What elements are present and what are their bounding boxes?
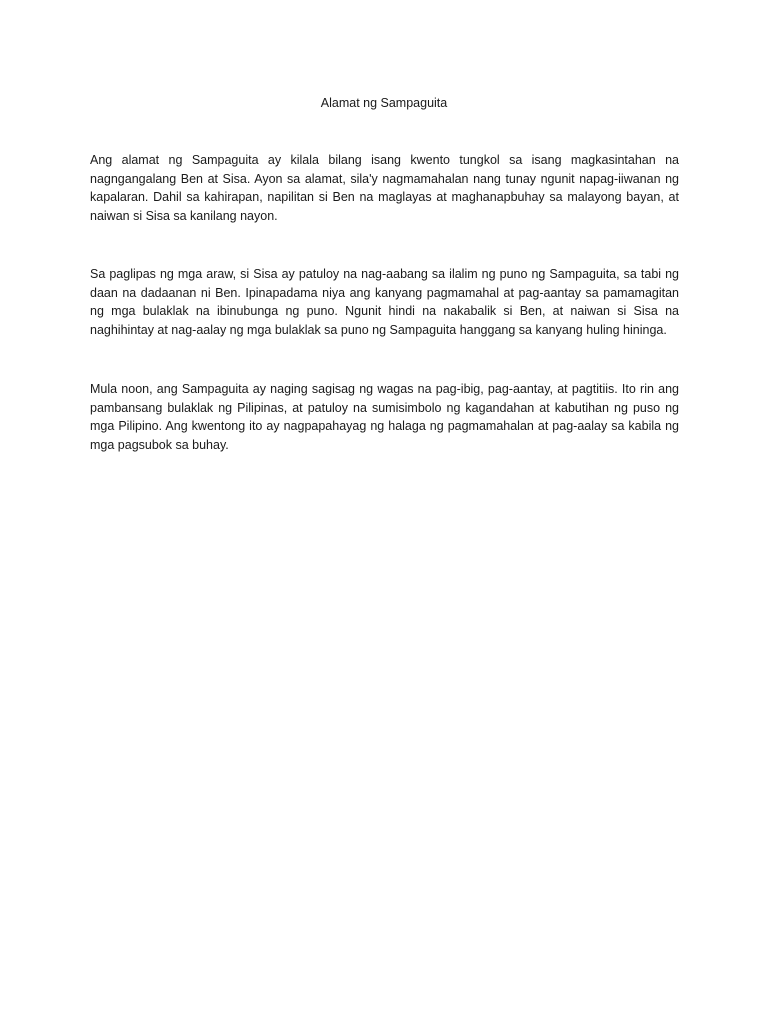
paragraph-2: Sa paglipas ng mga araw, si Sisa ay patuloy na nag-aabang sa ilalim ng puno ng Sampaguita, sa tabi ng daan na dadaanan ni Ben. Ipinapadama niya ang kanyang pagmamahal at pag-aantay sa pamamagitan ng mga bulaklak na ibinubunga ng puno. Ngunit hindi na nakabalik si Ben, at naiwan si Sisa na naghihintay at nag-aalay ng mga bulaklak sa puno ng Sampaguita hanggang sa kanyang huling hininga. (90, 267, 679, 337)
paragraph-3: Mula noon, ang Sampaguita ay naging sagisag ng wagas na pag-ibig, pag-aantay, at pagtitiis. Ito rin ang pambansang bulaklak ng Pilipinas, at patuloy na sumisimbolo ng kagandahan at kabutihan ng puso ng mga Pilipino. Ang kwentong ito ay nagpapahayag ng halaga ng pagmamahalan at pag-aalay sa kabila ng mga pagsubok sa buhay. (90, 382, 679, 452)
document-title: Alamat ng Sampaguita (320, 96, 448, 110)
paragraph-1: Ang alamat ng Sampaguita ay kilala bilang isang kwento tungkol sa isang magkasintahan na nagngangalang Ben at Sisa. Ayon sa alamat, sila'y nagmamahalan nang tunay ngunit napag-iiwanan ng kapalaran. Dahil sa kahirapan, napilitan si Ben na maglayas at maghanapbuhay sa malayong bayan, at naiwan si Sisa sa kanilang nayon. (90, 153, 679, 223)
